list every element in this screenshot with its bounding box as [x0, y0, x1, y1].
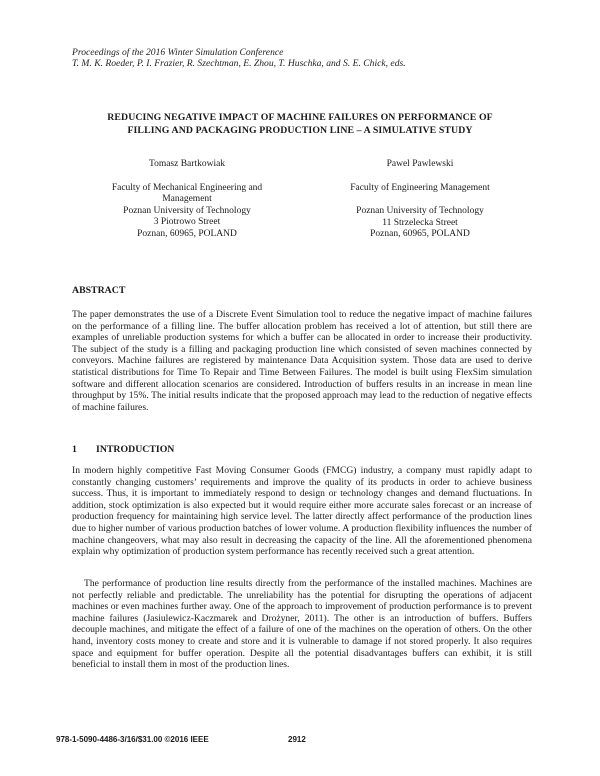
affiliation-line: Poznan, 60965, POLAND [370, 229, 470, 240]
author-name: Tomasz Bartkowiak [148, 159, 226, 169]
affiliation-line: Poznan, 60965, POLAND [137, 228, 237, 239]
author-name: Pawel Pawlewski [386, 159, 454, 169]
section-title: INTRODUCTION [96, 444, 175, 455]
affiliation-line: Faculty of Mechanical Engineering and [111, 182, 263, 193]
paper-title-line-2: FILLING AND PACKAGING PRODUCTION LINE – A SIMULATIVE STUDY [127, 125, 473, 136]
abstract-heading: ABSTRACT [72, 285, 126, 296]
paper-title [60, 111, 540, 137]
affiliation-line: 3 Piotrowo Street [153, 217, 221, 228]
author-block-2 [325, 159, 515, 241]
affiliation-line: Management [162, 194, 212, 205]
introduction-heading [72, 444, 174, 455]
proceedings-editors: T. M. K. Roeder, P. I. Frazier, R. Szechtman, E. Zhou, T. Huschka, and S. E. Chick, eds. [72, 58, 406, 69]
footer-isbn: 978-1-5090-4486-3/16/$31.00 ©2016 IEEE [56, 735, 209, 744]
affiliation-line: Poznan University of Technology [123, 205, 251, 216]
proceedings-header [72, 47, 406, 69]
affiliation-line: 11 Strzelecka Street [382, 217, 458, 228]
introduction-paragraph-2: The performance of production line results directly from the performance of the installed machines. Machines are not perfectly reliable and predictable. The unreliability has the potential for disrupting the operations of adjacent machines or even machines further away. One of the approach to improvement of production performance is to prevent machine failures (Jasiulewicz-Kaczmarek and Drożyner, 2011). The other is an introduction of buffers. Buffers decouple machines, and mitigate the effect of a failure of one of the machines on the operation of others. On the other hand, inventory costs money to create and store and it is vulnerable to damage if not stored properly. It also requires space and equipment for buffer operation. Despite all the potential disadvantages buffers can exhibit, it is still beneficial to install them in most of the production lines. [72, 578, 532, 671]
page-number: 2912 [288, 735, 306, 744]
affiliation-line: Faculty of Engineering Management [350, 182, 490, 193]
abstract-text: The paper demonstrates the use of a Discrete Event Simulation tool to reduce the negative impact of machine failures on the performance of a filling line. The buffer allocation problem has received a lot of attention, but still there are examples of unreliable production systems for which a buffer can be allocated in order to increase their productivity. The subject of the study is a filling and packaging production line which consisted of seven machines connected by conveyors. Machine failures are registered by maintenance Data Acquisition system. Those data are used to derive statistical distributions for Time To Repair and Time Between Failures. The model is built using FlexSim simulation software and different allocation scenarios are considered. Introduction of buffers results in an increase in mean line throughput by 15%. The initial results indicate that the proposed approach may lead to the reduction of negative effects of machine failures. [72, 309, 532, 413]
introduction-paragraph-1: In modern highly competitive Fast Moving Consumer Goods (FMCG) industry, a company must rapidly adapt to constantly changing customers’ requirements and improve the quality of its products in order to achieve business success. Thus, it is important to immediately respond to design or technology changes and demand fluctuations. In addition, stock optimization is also expected but it would require either more accurate sales forecast or an increase of production frequency for maintaining high service level. The latter directly affect performance of the production lines due to higher number of various production batches of lower volume. A production flexibility influences the number of machine changeovers, what may also result in decreasing the capacity of the line. All the aforementioned phenomena explain why optimization of production system performance has recently received such a great attention. [72, 465, 532, 558]
section-number: 1 [72, 444, 77, 455]
paper-title-line-1: REDUCING NEGATIVE IMPACT OF MACHINE FAILURES ON PERFORMANCE OF [107, 112, 493, 123]
author-block-1 [92, 159, 282, 241]
proceedings-title: Proceedings of the 2016 Winter Simulation Conference [72, 47, 284, 58]
affiliation-line: Poznan University of Technology [356, 206, 484, 217]
